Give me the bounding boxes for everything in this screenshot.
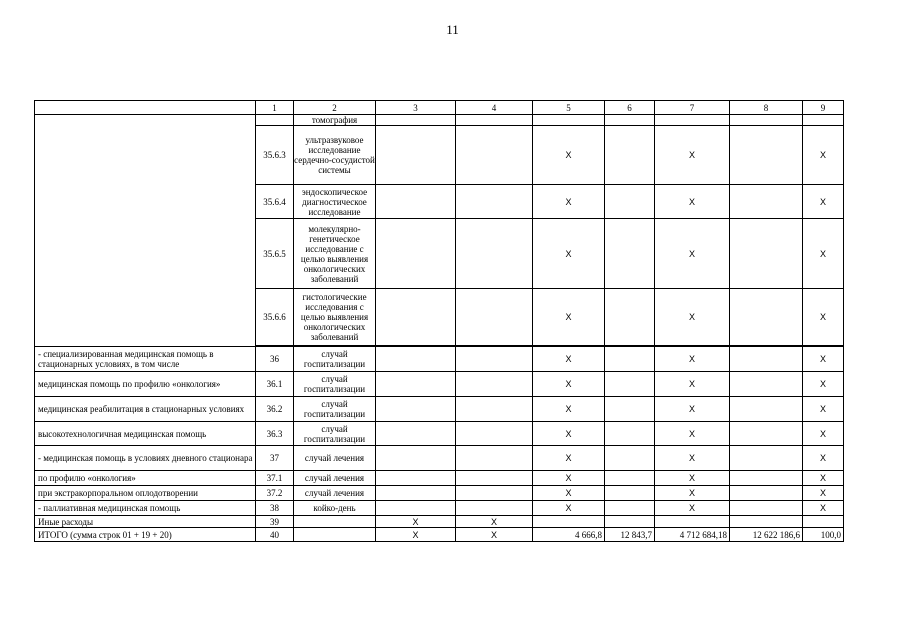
total-col-9: 100,0 xyxy=(803,528,844,542)
x-mark: X xyxy=(655,219,730,289)
total-col-7: 4 712 684,18 xyxy=(655,528,730,542)
x-mark: X xyxy=(655,372,730,397)
header-col-1: 1 xyxy=(256,101,294,115)
table-row xyxy=(35,486,844,501)
x-mark: X xyxy=(803,289,844,346)
header-col-5: 5 xyxy=(533,101,605,115)
x-mark: X xyxy=(533,486,605,501)
data-table xyxy=(34,100,844,542)
row-name: по профилю «онкология» xyxy=(35,471,256,486)
code-cell: 37 xyxy=(256,446,294,471)
table-row xyxy=(35,501,844,516)
row-name: Иные расходы xyxy=(35,516,256,528)
x-mark: X xyxy=(655,289,730,346)
total-row xyxy=(35,528,844,542)
x-mark: X xyxy=(655,126,730,185)
x-mark: X xyxy=(533,446,605,471)
header-col-2: 2 xyxy=(294,101,376,115)
x-mark: X xyxy=(655,501,730,516)
row-name: медицинская реабилитация в стационарных условиях xyxy=(35,397,256,422)
code-cell: 35.6.4 xyxy=(256,185,294,219)
row-name: при экстракорпоральном оплодотворении xyxy=(35,486,256,501)
unit-cell: ультразвуковое исследование сердечно-сосудистой системы xyxy=(294,126,376,185)
x-mark: X xyxy=(655,185,730,219)
x-mark: X xyxy=(533,501,605,516)
code-cell: 36.3 xyxy=(256,422,294,446)
x-mark: X xyxy=(655,446,730,471)
row-name: медицинская помощь по профилю «онкология» xyxy=(35,372,256,397)
x-mark: X xyxy=(655,486,730,501)
x-mark: X xyxy=(803,422,844,446)
header-col-7: 7 xyxy=(655,101,730,115)
x-mark: X xyxy=(803,446,844,471)
code-cell: 35.6.3 xyxy=(256,126,294,185)
code-cell: 39 xyxy=(256,516,294,528)
code-cell: 40 xyxy=(256,528,294,542)
name-cell-continued xyxy=(35,115,256,347)
unit-cell: томография xyxy=(294,115,376,126)
unit-cell: случай лечения xyxy=(294,486,376,501)
header-col-8: 8 xyxy=(730,101,803,115)
x-mark: X xyxy=(803,219,844,289)
unit-cell: случай лечения xyxy=(294,471,376,486)
table-row xyxy=(35,471,844,486)
unit-cell: случай госпитализации xyxy=(294,422,376,446)
row-name: высокотехнологичная медицинская помощь xyxy=(35,422,256,446)
table-row xyxy=(35,115,844,126)
header-col-6: 6 xyxy=(605,101,655,115)
x-mark: X xyxy=(533,219,605,289)
unit-cell: эндоскопическое диагностическое исследование xyxy=(294,185,376,219)
header-row xyxy=(35,101,844,115)
x-mark: X xyxy=(533,397,605,422)
x-mark: X xyxy=(803,372,844,397)
header-blank xyxy=(35,101,256,115)
x-mark: X xyxy=(533,471,605,486)
x-mark: X xyxy=(655,347,730,372)
code-cell: 37.1 xyxy=(256,471,294,486)
x-mark: X xyxy=(803,486,844,501)
x-mark: X xyxy=(456,516,533,528)
table-row xyxy=(35,422,844,446)
total-col-6: 12 843,7 xyxy=(605,528,655,542)
x-mark: X xyxy=(803,126,844,185)
unit-cell: случай госпитализации xyxy=(294,347,376,372)
x-mark: X xyxy=(533,347,605,372)
row-name: - медицинская помощь в условиях дневного стационара xyxy=(35,446,256,471)
header-col-4: 4 xyxy=(456,101,533,115)
code-cell: 38 xyxy=(256,501,294,516)
x-mark: X xyxy=(803,347,844,372)
x-mark: X xyxy=(803,471,844,486)
table-row xyxy=(35,516,844,528)
total-col-8: 12 622 186,6 xyxy=(730,528,803,542)
x-mark: X xyxy=(456,528,533,542)
x-mark: X xyxy=(655,422,730,446)
x-mark: X xyxy=(533,422,605,446)
unit-cell: молекулярно-генетическое исследование с целью выявления онкологических заболеваний xyxy=(294,219,376,289)
row-name: - паллиативная медицинская помощь xyxy=(35,501,256,516)
table-row xyxy=(35,397,844,422)
row-name: - специализированная медицинская помощь в стационарных условиях, в том числе xyxy=(35,347,256,372)
code-cell: 36.2 xyxy=(256,397,294,422)
x-mark: X xyxy=(533,372,605,397)
unit-cell: случай госпитализации xyxy=(294,372,376,397)
x-mark: X xyxy=(376,528,456,542)
x-mark: X xyxy=(533,289,605,346)
table-row xyxy=(35,372,844,397)
page-number: 11 xyxy=(446,22,459,37)
code-cell xyxy=(256,115,294,126)
code-cell: 35.6.6 xyxy=(256,289,294,346)
unit-cell: случай лечения xyxy=(294,446,376,471)
unit-cell: койко-день xyxy=(294,501,376,516)
table-row xyxy=(35,347,844,372)
header-col-3: 3 xyxy=(376,101,456,115)
code-cell: 36 xyxy=(256,347,294,372)
table-row xyxy=(35,446,844,471)
x-mark: X xyxy=(655,471,730,486)
x-mark: X xyxy=(533,126,605,185)
header-col-9: 9 xyxy=(803,101,844,115)
total-col-5: 4 666,8 xyxy=(533,528,605,542)
x-mark: X xyxy=(533,185,605,219)
code-cell: 35.6.5 xyxy=(256,219,294,289)
row-name: ИТОГО (сумма строк 01 + 19 + 20) xyxy=(35,528,256,542)
unit-cell: случай госпитализации xyxy=(294,397,376,422)
x-mark: X xyxy=(655,397,730,422)
x-mark: X xyxy=(803,397,844,422)
code-cell: 37.2 xyxy=(256,486,294,501)
x-mark: X xyxy=(376,516,456,528)
x-mark: X xyxy=(803,185,844,219)
unit-cell: гистологические исследования с целью выявления онкологических заболеваний xyxy=(294,289,376,346)
code-cell: 36.1 xyxy=(256,372,294,397)
x-mark: X xyxy=(803,501,844,516)
